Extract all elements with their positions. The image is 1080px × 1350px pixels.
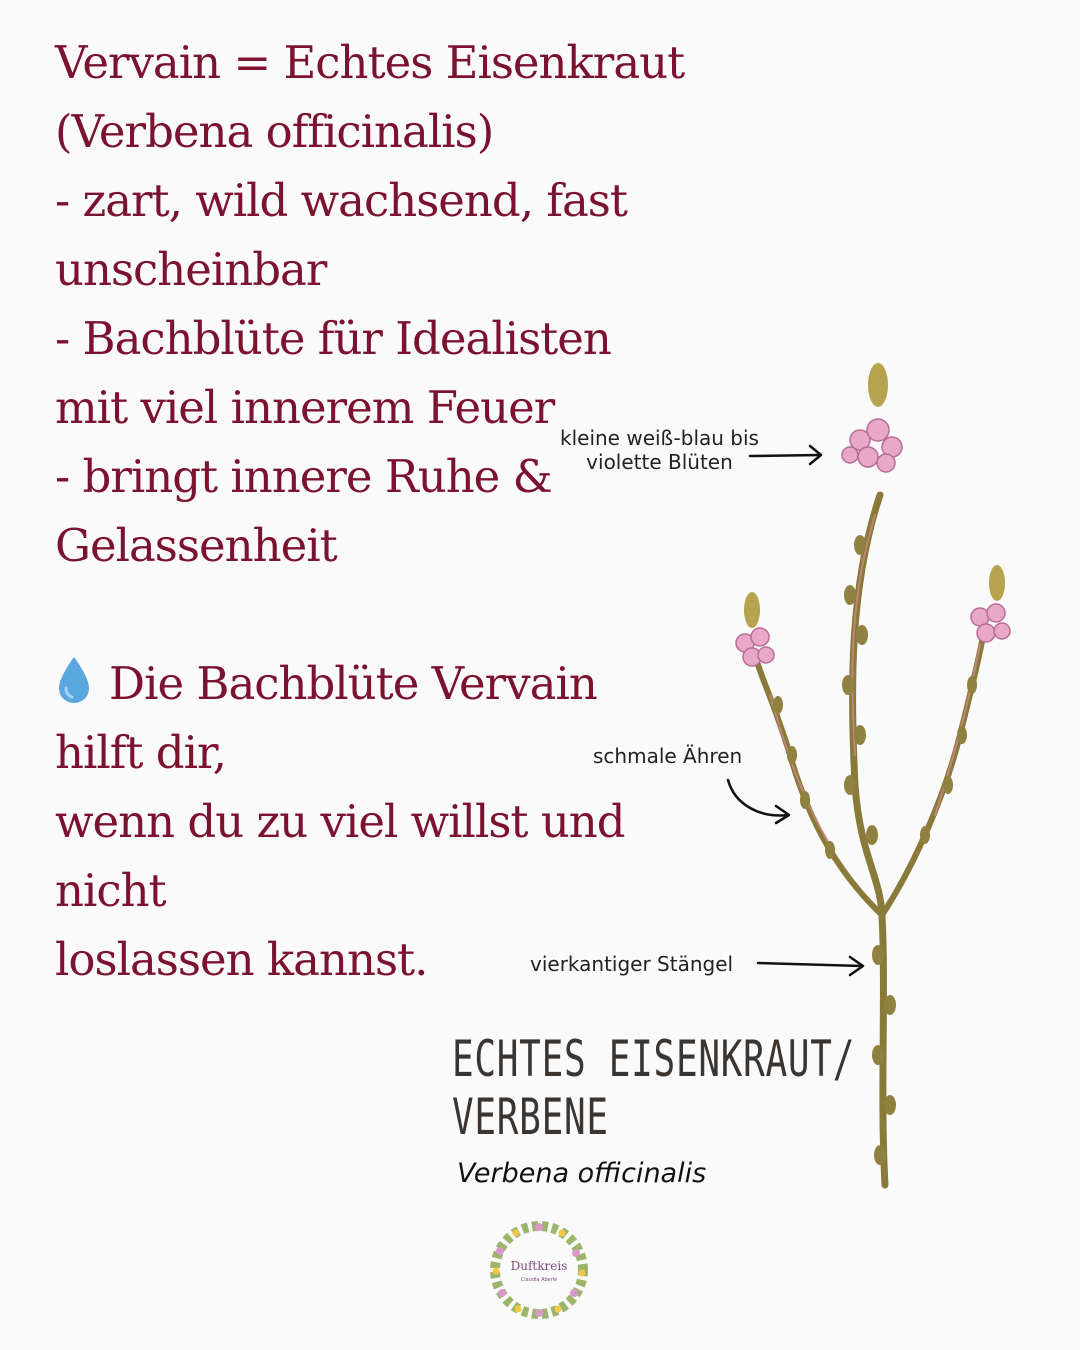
annotation-flowers bbox=[560, 426, 759, 474]
common-name-line2: VERBENE bbox=[452, 1088, 609, 1146]
common-name-line1: ECHTES EISENKRAUT/ bbox=[452, 1030, 856, 1088]
help-line: wenn du zu viel willst und bbox=[55, 795, 625, 848]
common-name-title bbox=[452, 1030, 855, 1146]
text-line: (Verbena officinalis) bbox=[55, 105, 494, 158]
arrow-flowers bbox=[750, 455, 820, 456]
annotation-flowers-line2: violette Blüten bbox=[586, 450, 733, 474]
text-line: - bringt innere Ruhe & bbox=[55, 450, 552, 503]
help-line: loslassen kannst. bbox=[55, 933, 428, 986]
text-line: Vervain = Echtes Eisenkraut bbox=[55, 36, 685, 89]
arrow-spikes bbox=[728, 780, 788, 815]
arrow-stem bbox=[758, 963, 862, 966]
text-line: mit viel innerem Feuer bbox=[55, 381, 555, 434]
intro-text: Die Bachblüte Vervain bbox=[109, 657, 597, 710]
latin-name: Verbena officinalis bbox=[457, 1158, 707, 1189]
text-line: - zart, wild wachsend, fast bbox=[55, 174, 627, 227]
annotation-flowers-line1: kleine weiß-blau bis bbox=[560, 426, 759, 450]
logo-text: Duftkreis bbox=[510, 1259, 568, 1273]
text-line: Gelassenheit bbox=[55, 519, 337, 572]
logo-subtext: Claudia Aberle bbox=[520, 1277, 558, 1283]
help-line: hilft dir, bbox=[55, 726, 226, 779]
text-line: unscheinbar bbox=[55, 243, 327, 296]
help-line: nicht bbox=[55, 864, 166, 917]
text-line: - Bachblüte für Idealisten bbox=[55, 312, 611, 365]
annotation-spikes: schmale Ähren bbox=[593, 744, 743, 768]
duftkreis-logo bbox=[484, 1215, 594, 1325]
annotation-stem: vierkantiger Stängel bbox=[530, 952, 734, 976]
